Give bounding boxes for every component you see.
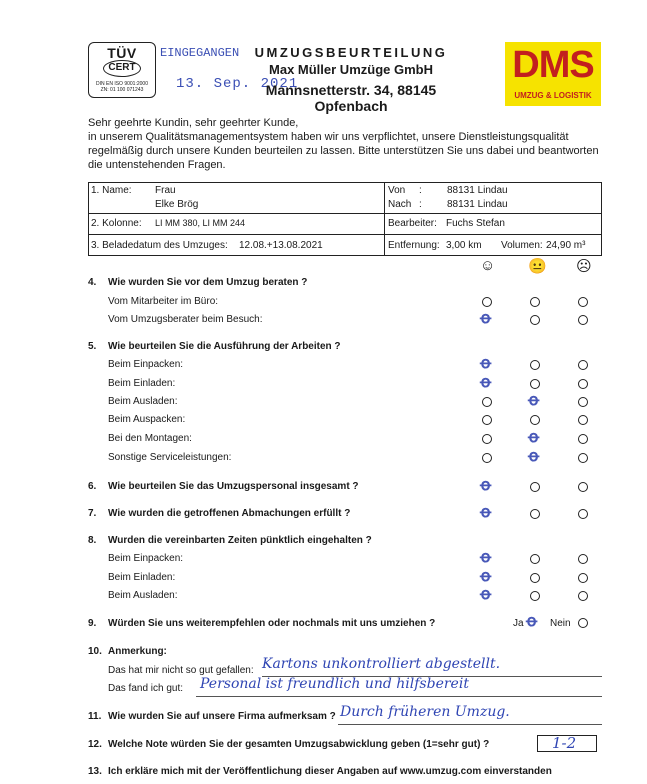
q8-item-1-option-1[interactable] xyxy=(530,573,540,583)
q5-item-3-option-0[interactable] xyxy=(482,415,492,425)
q8-number: 8. xyxy=(88,535,97,546)
nach-label: Nach xyxy=(388,199,412,210)
q9-number: 9. xyxy=(88,618,97,629)
q7-option-1[interactable] xyxy=(530,509,540,519)
q4-text: Wie wurden Sie vor dem Umzug beraten ? xyxy=(108,277,308,288)
q10-good-label: Das fand ich gut: xyxy=(108,683,184,694)
q8-item-label: Beim Einladen: xyxy=(108,572,176,583)
q5-item-label: Bei den Montagen: xyxy=(108,433,192,444)
von-colon: : xyxy=(419,185,422,196)
q12-grade-box[interactable] xyxy=(537,735,597,752)
q12-text: Welche Note würden Sie der gesamten Umzugsabwicklung geben (1=sehr gut) ? xyxy=(108,739,490,750)
q13-text: Ich erkläre mich mit der Veröffentlichung dieser Angaben auf www.umzug.com einverstanden xyxy=(108,766,552,777)
q5-item-2-option-1-checked[interactable]: ꝋ xyxy=(528,392,540,409)
tuv-norm-text: DIN EN ISO 9001:2000 xyxy=(96,81,148,87)
q4-item-label: Vom Umzugsberater beim Besuch: xyxy=(108,314,263,325)
q6-option-2[interactable] xyxy=(578,482,588,492)
q4-item-0-option-1[interactable] xyxy=(530,297,540,307)
divider xyxy=(89,213,601,214)
kolonne-value: LI MM 380, LI MM 244 xyxy=(155,218,246,228)
entfernung-value: 3,00 km xyxy=(446,240,482,251)
customer-info-box xyxy=(88,182,602,256)
divider xyxy=(384,183,385,256)
q8-text: Wurden die vereinbarten Zeiten pünktlich eingehalten ? xyxy=(108,535,372,546)
von-label: Von xyxy=(388,185,406,196)
q5-item-1-option-2[interactable] xyxy=(578,379,588,389)
nach-colon: : xyxy=(419,199,422,210)
q5-number: 5. xyxy=(88,341,97,352)
q5-item-label: Beim Einladen: xyxy=(108,378,176,389)
q7-number: 7. xyxy=(88,508,97,519)
received-stamp-label: EINGEGANGEN xyxy=(160,46,240,60)
q8-item-1-option-0-checked[interactable]: ꝋ xyxy=(480,568,492,585)
q5-text: Wie beurteilen Sie die Ausführung der Arbeiten ? xyxy=(108,341,341,352)
q11-number: 11. xyxy=(88,711,102,722)
intro-greeting: Sehr geehrte Kundin, sehr geehrter Kunde, xyxy=(88,117,299,129)
q5-item-4-option-2[interactable] xyxy=(578,434,588,444)
q4-item-0-option-2[interactable] xyxy=(578,297,588,307)
q5-item-1-option-0-checked[interactable]: ꝋ xyxy=(480,374,492,391)
dms-logo-subtext: UMZUG & LOGISTIK xyxy=(514,91,592,100)
q8-item-label: Beim Ausladen: xyxy=(108,590,178,601)
q5-item-label: Beim Ausladen: xyxy=(108,396,178,407)
kolonne-label: 2. Kolonne: xyxy=(91,218,142,229)
q13-number: 13. xyxy=(88,766,102,777)
bearbeiter-label: Bearbeiter: xyxy=(388,218,437,229)
q9-ja-label: Ja xyxy=(513,618,524,629)
q10-good-answer[interactable]: Personal ist freundlich und hilfsbereit xyxy=(200,676,469,692)
name-value: Elke Brög xyxy=(155,199,199,210)
q8-item-2-option-0-checked[interactable]: ꝋ xyxy=(480,586,492,603)
tuv-logo-title: TÜV xyxy=(107,45,137,61)
nach-value: 88131 Lindau xyxy=(447,199,508,210)
q4-item-0-option-0[interactable] xyxy=(482,297,492,307)
q4-item-1-option-1[interactable] xyxy=(530,315,540,325)
datum-value: 12.08.+13.08.2021 xyxy=(239,240,323,251)
q4-item-1-option-2[interactable] xyxy=(578,315,588,325)
q9-text: Würden Sie uns weiterempfehlen oder nochmals mit uns umziehen ? xyxy=(108,618,436,629)
q6-option-1[interactable] xyxy=(530,482,540,492)
company-address: Mannsnetterstr. 34, 88145 Opfenbach xyxy=(265,82,437,114)
q6-option-0-checked[interactable]: ꝋ xyxy=(480,477,492,494)
q5-item-3-option-1[interactable] xyxy=(530,415,540,425)
q7-option-0-checked[interactable]: ꝋ xyxy=(480,504,492,521)
q5-item-0-option-0-checked[interactable]: ꝋ xyxy=(480,355,492,372)
q11-text: Wie wurden Sie auf unsere Firma aufmerksam ? xyxy=(108,711,336,722)
q5-item-1-option-1[interactable] xyxy=(530,379,540,389)
q12-number: 12. xyxy=(88,739,102,750)
q5-item-0-option-2[interactable] xyxy=(578,360,588,370)
intro-text xyxy=(88,116,603,172)
q4-item-label: Vom Mitarbeiter im Büro: xyxy=(108,296,219,307)
dms-logo xyxy=(505,42,601,106)
q5-item-5-option-0[interactable] xyxy=(482,453,492,463)
q5-item-4-option-0[interactable] xyxy=(482,434,492,444)
q7-option-2[interactable] xyxy=(578,509,588,519)
neutral-face-icon: 😐 xyxy=(528,258,547,275)
entfernung-label: Entfernung: xyxy=(388,240,440,251)
tuv-logo-cert: CERT xyxy=(108,62,136,73)
q8-item-0-option-1[interactable] xyxy=(530,554,540,564)
sad-face-icon: ☹ xyxy=(576,258,592,275)
q12-answer: 1-2 xyxy=(552,734,577,752)
divider xyxy=(89,234,601,235)
q6-number: 6. xyxy=(88,481,97,492)
q8-item-1-option-2[interactable] xyxy=(578,573,588,583)
tuv-nr-text: ZN: 01 100 071243 xyxy=(100,87,144,93)
q5-item-3-option-2[interactable] xyxy=(578,415,588,425)
q8-item-2-option-2[interactable] xyxy=(578,591,588,601)
q9-nein-label: Nein xyxy=(550,618,571,629)
q10-number: 10. xyxy=(88,646,102,657)
q10-bad-label: Das hat mir nicht so gut gefallen: xyxy=(108,665,254,676)
q5-item-5-option-2[interactable] xyxy=(578,453,588,463)
q5-item-label: Beim Auspacken: xyxy=(108,414,186,425)
q9-ja-checkbox[interactable]: ꝋ xyxy=(526,613,538,630)
q4-item-1-option-0-checked[interactable]: ꝋ xyxy=(480,310,492,327)
q8-item-label: Beim Einpacken: xyxy=(108,553,184,564)
q10-good-underline xyxy=(196,696,602,697)
q8-item-2-option-1[interactable] xyxy=(530,591,540,601)
q5-item-2-option-0[interactable] xyxy=(482,397,492,407)
dms-logo-text: DMS xyxy=(512,44,594,86)
q5-item-5-option-1-checked[interactable]: ꝋ xyxy=(528,448,540,465)
name-label: 1. Name: xyxy=(91,185,132,196)
received-stamp-date: 13. Sep. 2021 xyxy=(176,76,299,92)
name-salutation: Frau xyxy=(155,185,176,196)
intro-body: in unserem Qualitätsmanagementsystem haben wir uns verpflichtet, unsere Dienstleistungsqualität regelmäßig durch unsere Kunden beurteilen zu lassen. Bitte unterstützen Sie uns dabei und beantworten die untenstehenden Fragen. xyxy=(88,131,599,171)
tuv-logo-norm xyxy=(89,81,155,93)
q7-text: Wie wurden die getroffenen Abmachungen erfüllt ? xyxy=(108,508,351,519)
page-title: UMZUGSBEURTEILUNG xyxy=(254,45,448,60)
tuv-cert-logo xyxy=(88,42,156,98)
q10-bad-answer[interactable]: Kartons unkontrolliert abgestellt. xyxy=(262,656,501,672)
volumen-label: Volumen: xyxy=(501,240,543,251)
happy-face-icon: ☺ xyxy=(480,257,496,274)
volumen-value: 24,90 m³ xyxy=(546,240,586,251)
q5-item-4-option-1-checked[interactable]: ꝋ xyxy=(528,429,540,446)
datum-label: 3. Beladedatum des Umzuges: xyxy=(91,240,228,251)
q5-item-label: Sonstige Serviceleistungen: xyxy=(108,452,232,463)
q9-nein-checkbox[interactable] xyxy=(578,618,588,628)
q8-item-0-option-0-checked[interactable]: ꝋ xyxy=(480,549,492,566)
company-name: Max Müller Umzüge GmbH xyxy=(269,62,433,77)
q11-answer[interactable]: Durch früheren Umzug. xyxy=(340,704,510,720)
q11-underline xyxy=(338,724,602,725)
q5-item-0-option-1[interactable] xyxy=(530,360,540,370)
q10-text: Anmerkung: xyxy=(108,646,167,657)
von-value: 88131 Lindau xyxy=(447,185,508,196)
q8-item-0-option-2[interactable] xyxy=(578,554,588,564)
bearbeiter-value: Fuchs Stefan xyxy=(446,218,505,229)
q5-item-label: Beim Einpacken: xyxy=(108,359,184,370)
q5-item-2-option-2[interactable] xyxy=(578,397,588,407)
q4-number: 4. xyxy=(88,277,97,288)
q6-text: Wie beurteilen Sie das Umzugspersonal insgesamt ? xyxy=(108,481,359,492)
